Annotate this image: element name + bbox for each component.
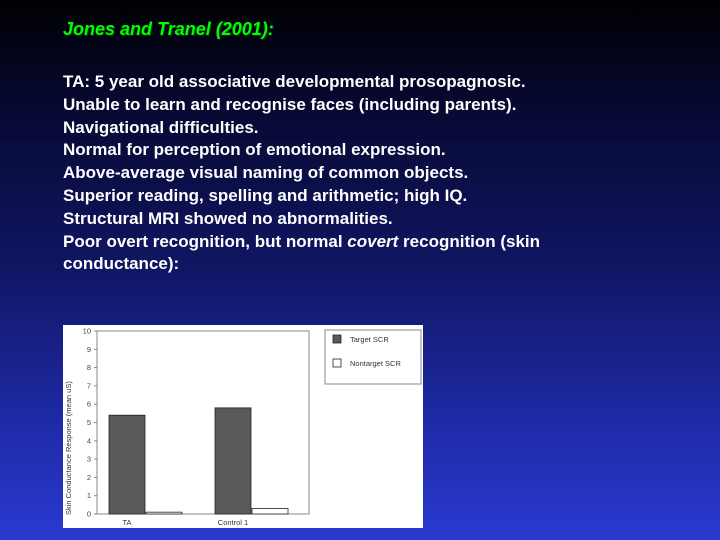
y-axis-label: Skin Conductance Response (mean uS)	[64, 381, 73, 515]
y-tick-label: 2	[86, 472, 91, 482]
y-tick-label: 5	[86, 418, 91, 427]
scr-chart-panel	[63, 325, 423, 528]
y-tick-label: 7	[86, 381, 91, 391]
covert-line-start: Poor overt recognition, but normal	[63, 231, 348, 251]
slide-title: Jones and Tranel (2001):	[63, 19, 274, 39]
target-scr-bar	[109, 415, 145, 514]
covert-emphasis: covert	[347, 231, 399, 251]
bullet-line: Structural MRI showed no abnormalities.	[63, 208, 393, 228]
x-category-label: Control 1	[217, 518, 249, 527]
legend-swatch	[333, 335, 341, 343]
y-tick-label: 3	[86, 454, 91, 464]
nontarget-scr-bar	[252, 509, 288, 514]
slide-body	[63, 71, 703, 276]
y-tick-label: 6	[86, 399, 91, 409]
bullet-line: Above-average visual naming of common objects.	[63, 163, 469, 183]
y-tick-label: 8	[86, 363, 91, 373]
bullet-line: TA: 5 year old associative developmental prosopagnosic.	[63, 72, 526, 91]
target-scr-bar	[215, 408, 251, 514]
bullet-line: Normal for perception of emotional expression.	[63, 140, 446, 160]
legend-label: Target SCR	[350, 335, 389, 344]
nontarget-scr-bar	[146, 512, 182, 514]
bullet-line-covert	[63, 231, 703, 254]
legend-swatch	[333, 359, 341, 367]
y-tick-label: 1	[86, 491, 91, 501]
y-tick-label: 0	[86, 509, 91, 519]
y-tick-label: 10	[82, 326, 91, 336]
legend-label: Nontarget SCR	[350, 359, 401, 368]
covert-line-end: recognition (skin	[398, 231, 541, 251]
y-tick-label: 4	[86, 436, 91, 446]
bullet-line: Navigational difficulties.	[63, 117, 259, 137]
bullet-line-continuation: conductance):	[63, 254, 180, 274]
bullet-line: Unable to learn and recognise faces (including parents).	[63, 94, 517, 114]
y-tick-label: 9	[86, 344, 91, 354]
bullet-line: Superior reading, spelling and arithmetic; high IQ.	[63, 185, 468, 205]
scr-bar-chart	[63, 325, 423, 528]
x-category-label: TA	[122, 518, 132, 527]
